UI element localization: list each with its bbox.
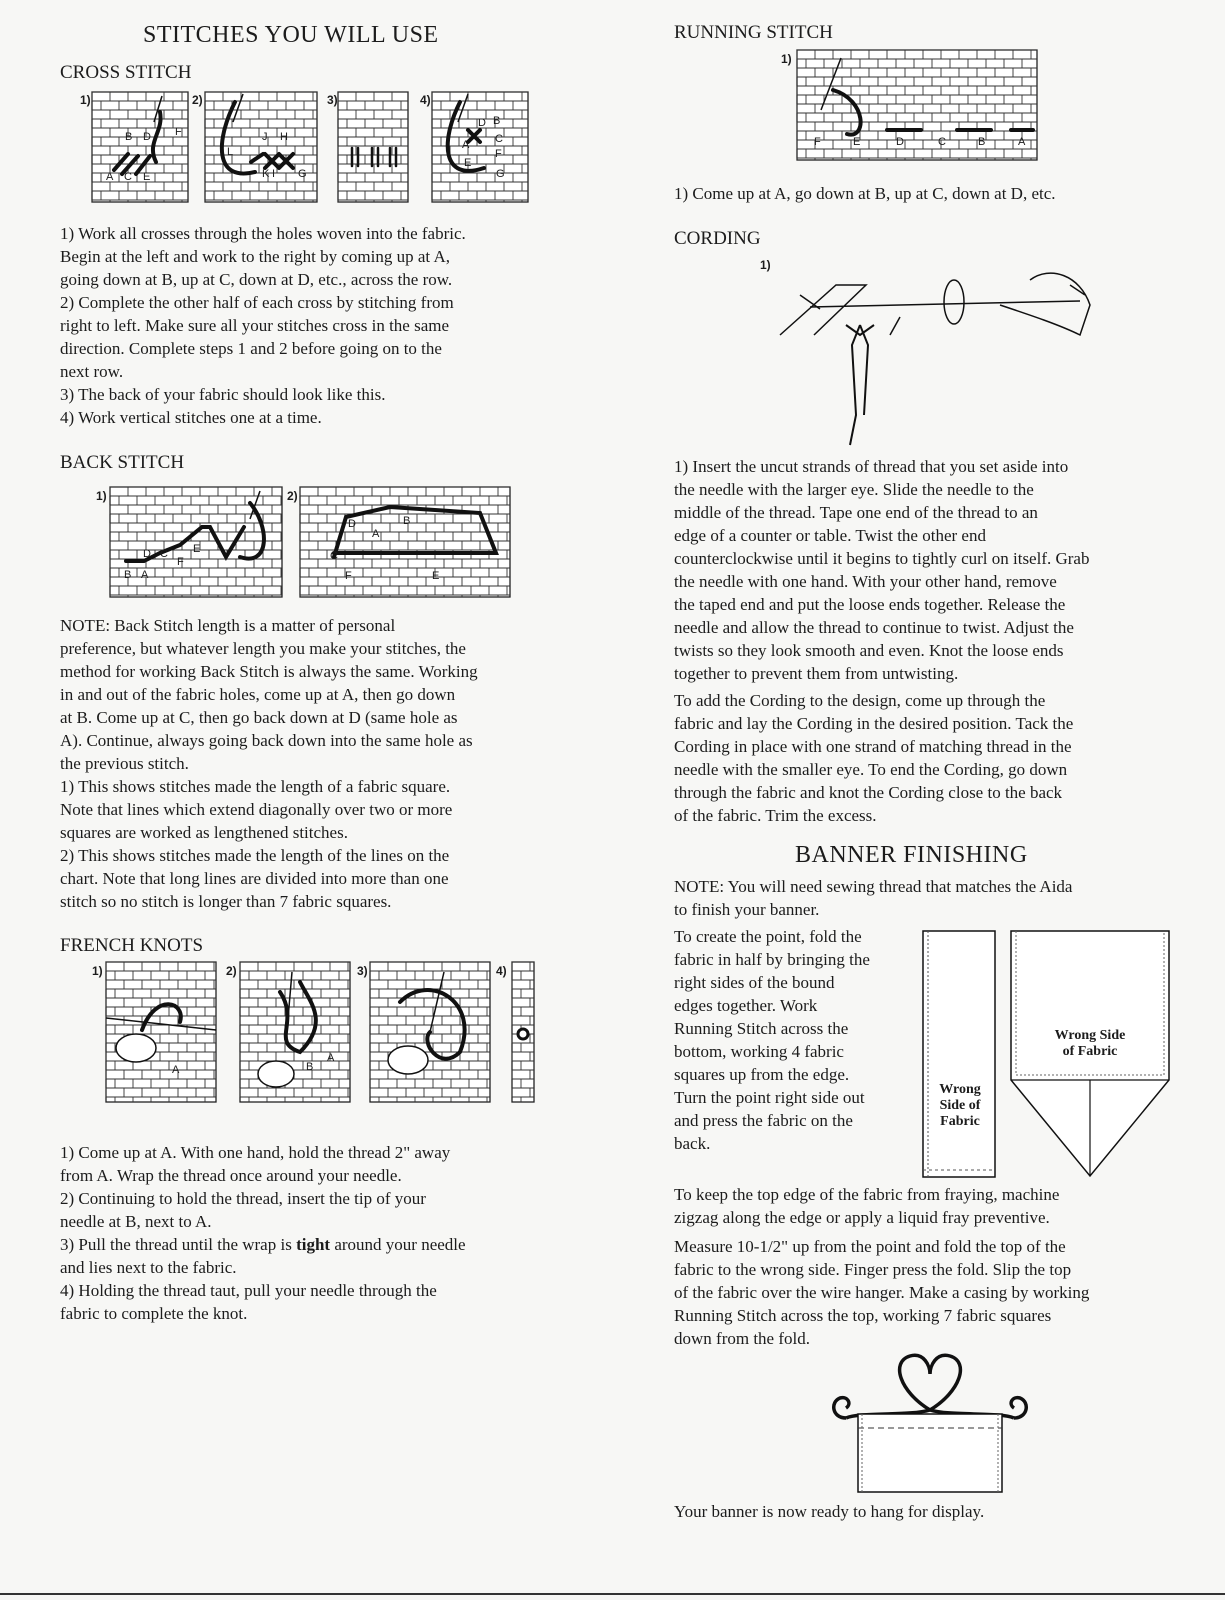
cross2-label-k: K bbox=[262, 168, 270, 180]
text-line: NOTE: You will need sewing thread that matches the Aida bbox=[674, 877, 1073, 896]
banner-fray-instructions bbox=[674, 1183, 1194, 1229]
text-line: Begin at the left and work to the right by coming up at A, bbox=[60, 247, 450, 266]
cross1-label-a: A bbox=[106, 171, 114, 183]
text-line: Side of bbox=[939, 1098, 981, 1113]
text-line: Running Stitch across the top, working 7 fabric squares bbox=[674, 1306, 1052, 1325]
text-line: from A. Wrap the thread once around your needle. bbox=[60, 1166, 402, 1185]
running-label-f: F bbox=[814, 136, 821, 148]
text-line: right to left. Make sure all your stitches cross in the same bbox=[60, 316, 450, 335]
fabric-frame bbox=[300, 487, 510, 597]
back2-label-a: A bbox=[372, 528, 380, 540]
text-line: Fabric bbox=[940, 1114, 980, 1129]
fabric-grid bbox=[106, 962, 216, 1102]
thumb-shape bbox=[388, 1046, 428, 1074]
text-line: Wrong bbox=[939, 1082, 981, 1097]
fabric-grid bbox=[338, 92, 408, 202]
text-line-step-3 bbox=[60, 1233, 590, 1256]
main-title: STITCHES YOU WILL USE bbox=[143, 22, 439, 48]
text-line: 1) Insert the uncut strands of thread that you set aside into bbox=[674, 457, 1069, 476]
text-line: fabric and lay the Cording in the desired position. Tack the bbox=[674, 714, 1074, 733]
back2-label-c: C bbox=[330, 550, 338, 562]
running-stitch-figure bbox=[797, 50, 1037, 160]
back-stitch-figure-1 bbox=[110, 487, 282, 597]
cross2-label-g: G bbox=[298, 168, 307, 180]
cross-stitch-heading: CROSS STITCH bbox=[60, 62, 192, 83]
wrong-side-label-b bbox=[1030, 1028, 1150, 1060]
running-label-b: B bbox=[978, 136, 986, 148]
text-line: squares up from the edge. bbox=[674, 1065, 850, 1084]
fabric-grid bbox=[300, 487, 510, 597]
back-stitch-instructions bbox=[60, 614, 580, 913]
folded-fabric-figure bbox=[922, 930, 996, 1180]
cording-heading: CORDING bbox=[674, 228, 761, 249]
text-line: the needle with one hand. With your other hand, remove bbox=[674, 572, 1057, 591]
text-line: Cording in place with one strand of matching thread in the bbox=[674, 737, 1072, 756]
cross4-label-b: B bbox=[493, 115, 501, 127]
text-line: 2) Complete the other half of each cross by stitching from bbox=[60, 293, 454, 312]
text-line: middle of the thread. Tape one end of the thread to an bbox=[674, 503, 1038, 522]
text-line: of the fabric over the wire hanger. Make a casing by working bbox=[674, 1283, 1090, 1302]
wrong-side-label-a bbox=[930, 1082, 990, 1130]
text-line: 1) Come up at A, go down at B, up at C, down at D, etc. bbox=[674, 184, 1056, 203]
cross2-label-l: L bbox=[227, 146, 234, 158]
back1-label-a: A bbox=[141, 569, 149, 581]
banner-final bbox=[674, 1500, 1174, 1523]
fabric-strip bbox=[923, 931, 995, 1177]
running-label-e: E bbox=[853, 136, 861, 148]
fabric-frame bbox=[240, 962, 350, 1102]
text-line: through the fabric and knot the Cording close to the back bbox=[674, 783, 1063, 802]
text-line: of Fabric bbox=[1062, 1044, 1118, 1059]
cording-instructions-2 bbox=[674, 689, 1194, 827]
banner-point-instructions bbox=[674, 925, 914, 1155]
french2-label-b: B bbox=[306, 1061, 314, 1073]
fabric-grid bbox=[240, 962, 350, 1102]
cross-stitch-figure-4 bbox=[432, 92, 528, 202]
text-line: of the fabric. Trim the excess. bbox=[674, 806, 877, 825]
back-step-2: 2) bbox=[287, 489, 298, 503]
french-knots-figure-4 bbox=[512, 962, 534, 1102]
text-line: Measure 10-1/2" up from the point and fold the top of the bbox=[674, 1237, 1066, 1256]
cross4-label-a: A bbox=[462, 139, 470, 151]
knot-shape bbox=[518, 1029, 528, 1039]
scroll-left bbox=[834, 1398, 849, 1418]
cross2-label-h: H bbox=[280, 131, 288, 143]
back-stitch-heading: BACK STITCH bbox=[60, 452, 185, 473]
cross-step-4: 4) bbox=[420, 93, 431, 107]
cross-step-3: 3) bbox=[327, 93, 338, 107]
banner-measure-instructions bbox=[674, 1235, 1194, 1350]
french-step-2: 2) bbox=[226, 964, 237, 978]
bottom-border bbox=[0, 1593, 1225, 1595]
back2-label-d: D bbox=[348, 518, 356, 530]
cross1-label-c: C bbox=[124, 171, 132, 183]
text-line: Your banner is now ready to hang for display. bbox=[674, 1502, 985, 1521]
text-line: fabric to the wrong side. Finger press the fold. Slip the top bbox=[674, 1260, 1072, 1279]
french-step-3: 3) bbox=[357, 964, 368, 978]
back2-label-f: F bbox=[345, 570, 352, 582]
cross4-label-e: E bbox=[464, 157, 472, 169]
cross2-label-j: J bbox=[262, 131, 268, 143]
cross4-label-g: G bbox=[496, 168, 505, 180]
text-line: zigzag along the edge or apply a liquid fray preventive. bbox=[674, 1208, 1050, 1227]
cross-stitch-figure-1 bbox=[92, 92, 188, 202]
fabric-grid bbox=[797, 50, 1037, 160]
text-line: stitch so no stitch is longer than 7 fabric squares. bbox=[60, 892, 392, 911]
text-line: 4) Work vertical stitches one at a time. bbox=[60, 408, 322, 427]
text-line: the needle with the larger eye. Slide the needle to the bbox=[674, 480, 1034, 499]
back1-label-f: F bbox=[177, 556, 184, 568]
cross2-label-i: I bbox=[272, 168, 276, 180]
text-line: next row. bbox=[60, 362, 124, 381]
text-line: edge of a counter or table. Twist the other end bbox=[674, 526, 986, 545]
banner-finishing-heading: BANNER FINISHING bbox=[795, 842, 1028, 868]
text-line: To add the Cording to the design, come up through the bbox=[674, 691, 1046, 710]
text-line: right sides of the bound bbox=[674, 973, 835, 992]
text-line: down from the fold. bbox=[674, 1329, 810, 1348]
text-line: 1) Come up at A. With one hand, hold the thread 2" away bbox=[60, 1143, 451, 1162]
back-stitch-figure-2 bbox=[300, 487, 510, 597]
text-line: Running Stitch across the bbox=[674, 1019, 849, 1038]
text-line: Note that lines which extend diagonally over two or more bbox=[60, 800, 453, 819]
running-label-c: C bbox=[938, 136, 946, 148]
back1-label-e: E bbox=[193, 543, 201, 555]
text-line: needle and allow the thread to continue to twist. Adjust the bbox=[674, 618, 1074, 637]
thread-line bbox=[810, 301, 1080, 307]
text-line: NOTE: Back Stitch length is a matter of personal bbox=[60, 616, 396, 635]
text-line: 2) Continuing to hold the thread, insert the tip of your bbox=[60, 1189, 426, 1208]
text-line: squares are worked as lengthened stitches. bbox=[60, 823, 348, 842]
cross4-label-d: D bbox=[478, 117, 486, 129]
text-line: 1) Work all crosses through the holes woven into the fabric. bbox=[60, 224, 466, 243]
cording-step-1: 1) bbox=[760, 258, 771, 272]
text-line: going down at B, up at C, down at D, etc., across the row. bbox=[60, 270, 453, 289]
text-line: 3) The back of your fabric should look like this. bbox=[60, 385, 386, 404]
text-line: fabric to complete the knot. bbox=[60, 1304, 248, 1323]
text-line: method for working Back Stitch is always the same. Working bbox=[60, 662, 478, 681]
back1-label-d: D bbox=[143, 548, 151, 560]
text-line: and lies next to the fabric. bbox=[60, 1258, 237, 1277]
cross1-label-d: D bbox=[143, 131, 151, 143]
text-line: Wrong Side bbox=[1054, 1028, 1126, 1043]
back1-label-c: C bbox=[160, 548, 168, 560]
text-span: around your needle bbox=[330, 1235, 466, 1254]
french-knots-figure-1 bbox=[106, 962, 216, 1102]
text-line: 4) Holding the thread taut, pull your needle through the bbox=[60, 1281, 437, 1300]
french-knots-heading: FRENCH KNOTS bbox=[60, 935, 204, 956]
text-line: in and out of the fabric holes, come up at A, then go down bbox=[60, 685, 456, 704]
text-line: Turn the point right side out bbox=[674, 1088, 865, 1107]
back1-label-b: B bbox=[124, 569, 132, 581]
text-line: needle with the smaller eye. To end the Cording, go down bbox=[674, 760, 1068, 779]
thumb-shape bbox=[258, 1061, 294, 1087]
heart-icon bbox=[900, 1355, 961, 1410]
fabric-frame bbox=[92, 92, 188, 202]
text-line: preference, but whatever length you make your stitches, the bbox=[60, 639, 466, 658]
running-step-1: 1) bbox=[781, 52, 792, 66]
text-line: needle at B, next to A. bbox=[60, 1212, 212, 1231]
back-step-1: 1) bbox=[96, 489, 107, 503]
text-line: 2) This shows stitches made the length of the lines on the bbox=[60, 846, 450, 865]
french1-label-a: A bbox=[172, 1064, 180, 1076]
text-line: chart. Note that long lines are divided into more than one bbox=[60, 869, 449, 888]
text-line: bottom, working 4 fabric bbox=[674, 1042, 844, 1061]
french-knots-figure-3 bbox=[370, 962, 490, 1102]
thumb-shape bbox=[116, 1034, 156, 1062]
running-stitch-heading: RUNNING STITCH bbox=[674, 22, 833, 43]
cross4-label-c: C bbox=[495, 133, 503, 145]
text-span: 3) Pull the thread until the wrap is bbox=[60, 1235, 297, 1254]
hanging-banner bbox=[858, 1414, 1002, 1492]
text-line: together to prevent them from untwisting. bbox=[674, 664, 959, 683]
text-line: at B. Come up at C, then go back down at D (same hole as bbox=[60, 708, 458, 727]
table-edge bbox=[780, 285, 866, 335]
french2-label-a: A bbox=[327, 1052, 335, 1064]
running-label-a: A bbox=[1018, 136, 1026, 148]
text-line: A). Continue, always going back down into the same hole as bbox=[60, 731, 473, 750]
cording-figure bbox=[780, 265, 1100, 465]
bold-word-tight: tight bbox=[296, 1235, 331, 1254]
text-line: twists so they look smooth and even. Knot the loose ends bbox=[674, 641, 1064, 660]
text-line: To create the point, fold the bbox=[674, 927, 862, 946]
french-knots-instructions bbox=[60, 1141, 590, 1325]
fabric-frame bbox=[106, 962, 216, 1102]
cross-stitch-figure-3 bbox=[338, 92, 408, 202]
fabric-frame bbox=[338, 92, 408, 202]
french-step-4: 4) bbox=[496, 964, 507, 978]
cross-stitch-instructions bbox=[60, 222, 580, 429]
cross1-label-e: E bbox=[143, 171, 151, 183]
banner-note bbox=[674, 875, 1194, 921]
cross4-label-f: F bbox=[495, 148, 502, 160]
text-line: and press the fabric on the bbox=[674, 1111, 853, 1130]
twisted-cord bbox=[850, 325, 868, 445]
cording-instructions bbox=[674, 455, 1194, 685]
cross-step-2: 2) bbox=[192, 93, 203, 107]
text-line: back. bbox=[674, 1134, 711, 1153]
cross-stitch-figure-2 bbox=[205, 92, 317, 202]
cross1-label-b: B bbox=[125, 131, 133, 143]
text-line: the previous stitch. bbox=[60, 754, 189, 773]
text-line: to finish your banner. bbox=[674, 900, 820, 919]
running-label-d: D bbox=[896, 136, 904, 148]
twist-mark bbox=[890, 317, 900, 335]
cross1-label-f: F bbox=[175, 126, 182, 138]
running-stitch-instructions bbox=[674, 182, 1174, 205]
thread-loop bbox=[944, 280, 964, 324]
french-knots-figure-2 bbox=[240, 962, 350, 1102]
text-line: 1) This shows stitches made the length of a fabric square. bbox=[60, 777, 451, 796]
text-line: the taped end and put the loose ends together. Release the bbox=[674, 595, 1066, 614]
back2-label-b: B bbox=[403, 515, 411, 527]
french-step-1: 1) bbox=[92, 964, 103, 978]
text-line: direction. Complete steps 1 and 2 before going on to the bbox=[60, 339, 442, 358]
wire-hanger-figure bbox=[830, 1352, 1030, 1492]
text-line: edges together. Work bbox=[674, 996, 818, 1015]
hand-shape bbox=[1000, 273, 1090, 335]
text-line: To keep the top edge of the fabric from fraying, machine bbox=[674, 1185, 1060, 1204]
cross-step-1: 1) bbox=[80, 93, 91, 107]
back2-label-e: E bbox=[432, 570, 440, 582]
fabric-grid bbox=[92, 92, 188, 202]
scroll-right bbox=[1011, 1398, 1026, 1418]
text-line: counterclockwise until it begins to tightly curl on itself. Grab bbox=[674, 549, 1090, 568]
text-line: fabric in half by bringing the bbox=[674, 950, 870, 969]
